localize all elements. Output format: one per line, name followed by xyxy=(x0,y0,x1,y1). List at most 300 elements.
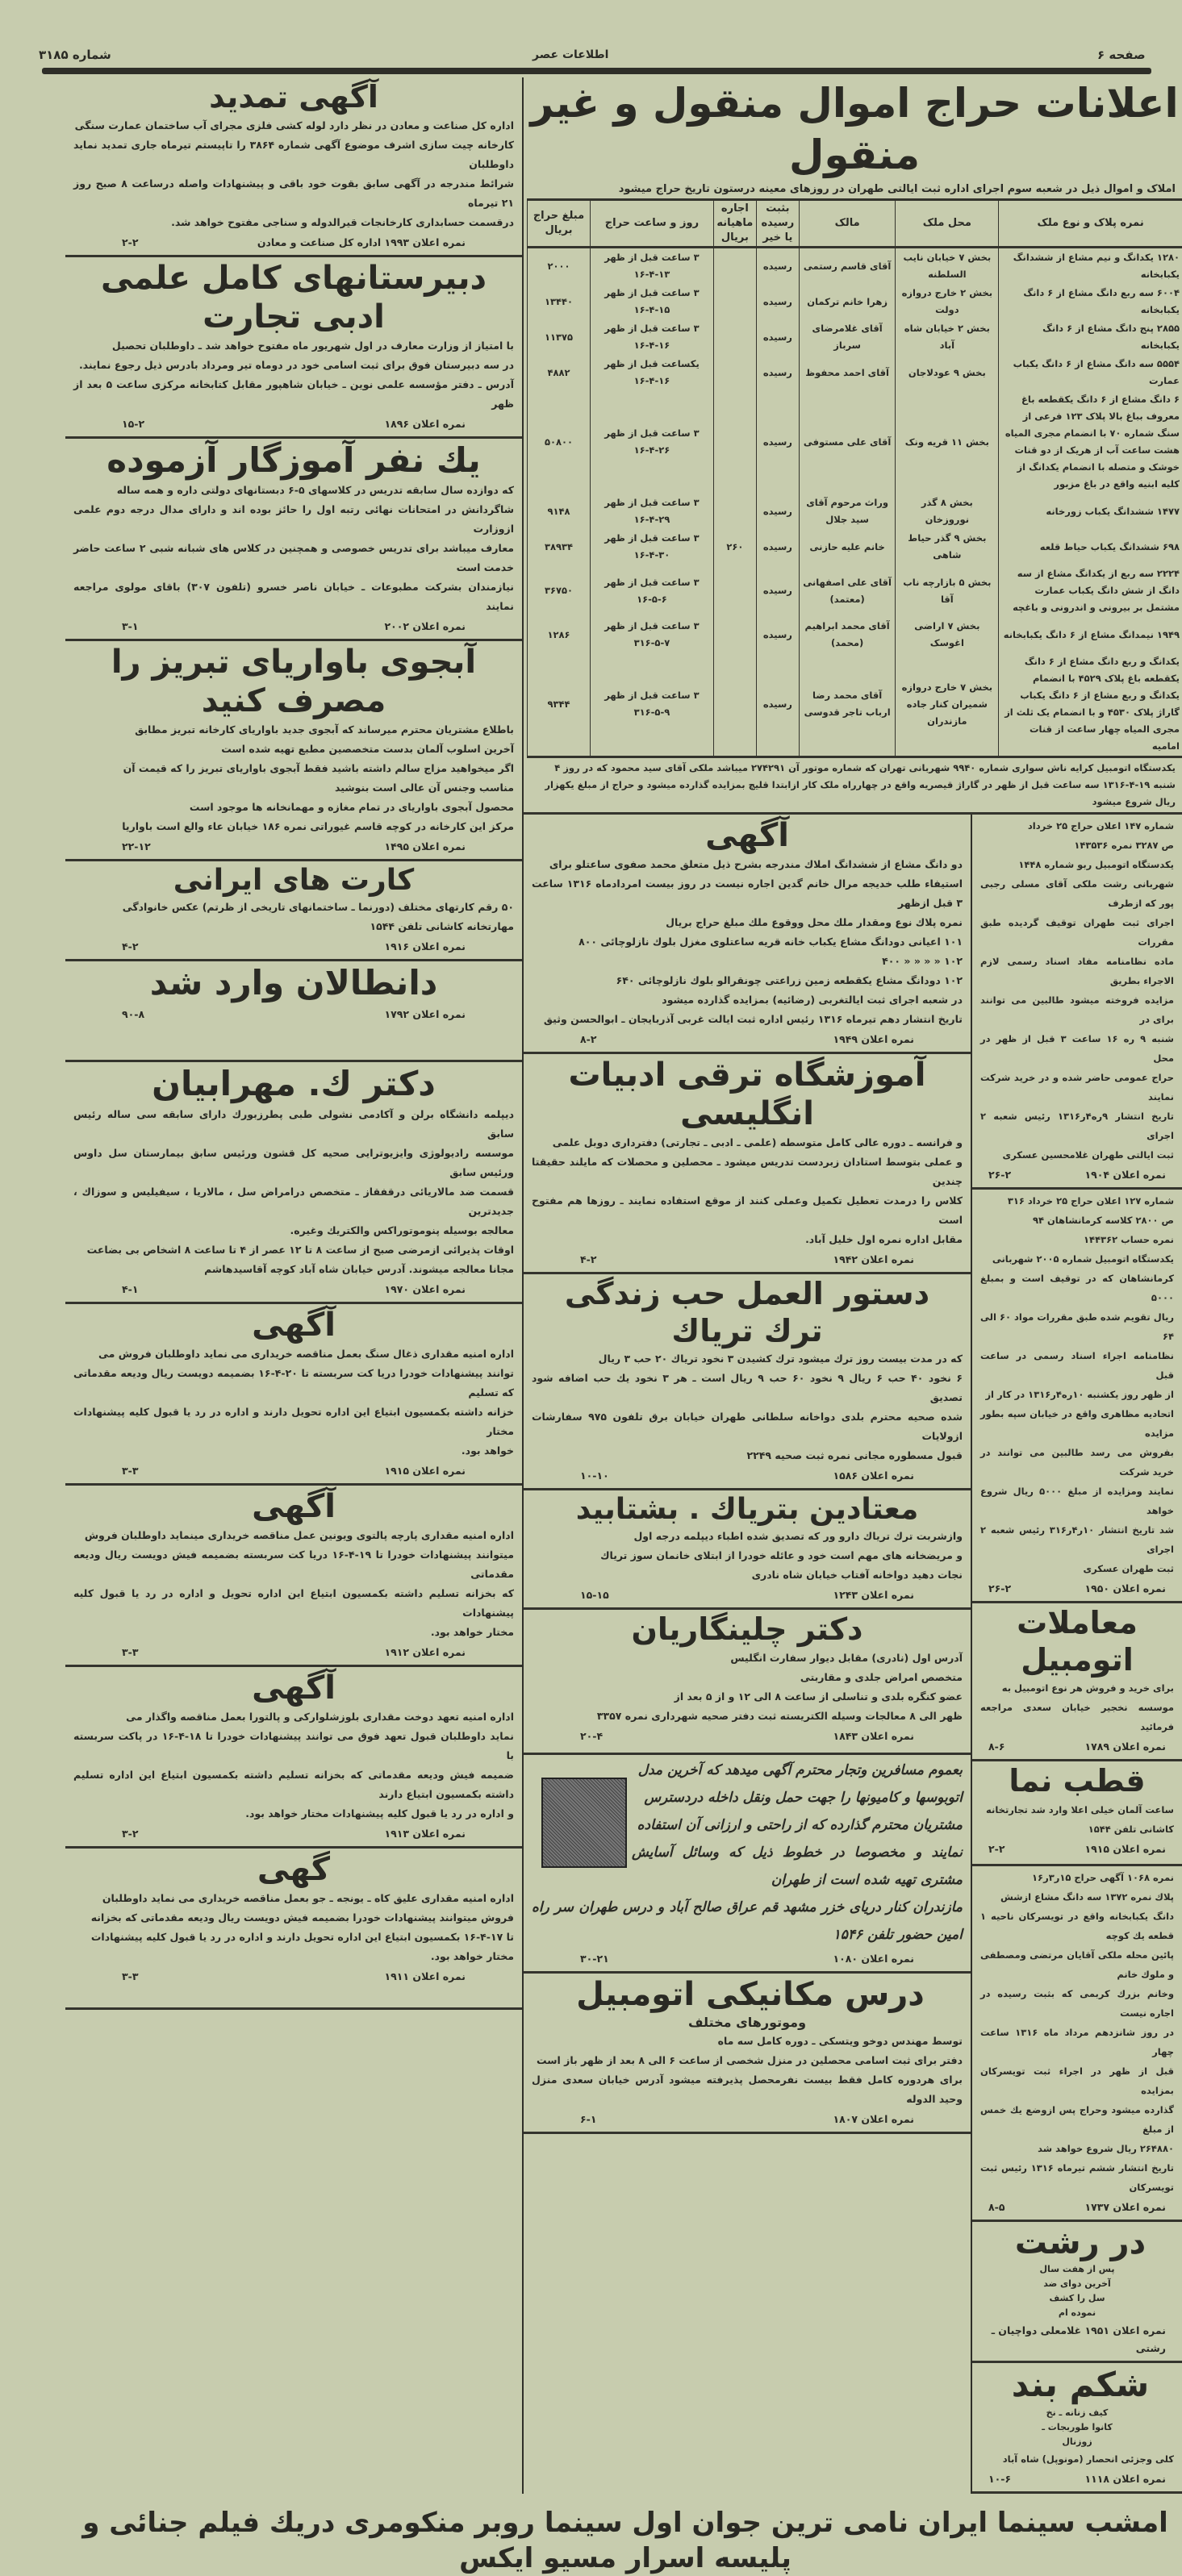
ad-text-line: ماده نظامنامه مفاد اسناد رسمی لازم الاجراء بطریق xyxy=(980,952,1174,990)
table-cell: ۳ ساعت قبل از ظهر ۷-۵-۳۱۶ xyxy=(591,617,714,652)
ad-text-line: درقسمت حسابداری کارخانجات قیرالدوله و سناجی مفتوح خواهد شد. xyxy=(73,213,514,232)
ad-text-line: مشتریان محترم گذارده که از راحتی و ارزانی آن استفاده xyxy=(532,1811,963,1839)
ad-heading: آموزشگاه ترقی ادبیات انگلیسی xyxy=(532,1056,963,1133)
ad-heading: دانطالان وارد شد xyxy=(73,963,514,1003)
ad-sequence: ۲۶-۲ xyxy=(988,1166,1011,1184)
table-header: مبلغ حراج بریال xyxy=(528,201,591,248)
ad-sequence: ۸-۵ xyxy=(988,2199,1004,2216)
ad-footer xyxy=(73,938,514,956)
auction-table xyxy=(527,201,1182,756)
table-header: محل ملک xyxy=(896,201,999,248)
ad-number: نمره اعلان ۱۲۴۳ xyxy=(833,1586,914,1604)
left-column xyxy=(65,77,524,2494)
ad-text-line: کاشانی تلفن ۱۵۴۴ xyxy=(980,1819,1174,1839)
ad-text-line: مختار خواهد بود. xyxy=(73,1947,514,1966)
auction-car-note: یکدستگاه اتومبیل کرایه ناش سواری شماره ۹۹۴۰ شهربانی تهران که شماره موتور آن ۲۷۴۲۹۱ میباشد ملکی آقای سید محمود که در روز ۴ شنبه ۱۹-۴-۱۳۱۶ سه ساعت قبل از ظهر در گاراژ قیصریه واقع در چهارراه ملک کار ازابتدا قلیچ بمزایده گذارده میشود و حراج از مبلغ یکهزار ریال شروع میشود xyxy=(527,756,1182,812)
right-ad xyxy=(972,1603,1182,1761)
ad-sequence: ۸-۲ xyxy=(580,1031,596,1048)
ad-heading: آگهی xyxy=(73,1487,514,1526)
ad-side-text: پس از هفت سال آخرین دوای ضد سل را کشف نموده ام xyxy=(1037,2262,1117,2320)
table-cell: ۵۵۵۴ سه دانگ مشاع از ۶ دانگ یکباب عمارت xyxy=(999,355,1182,390)
ad-number: نمره اعلان ۱۴۹۵ xyxy=(385,838,466,856)
ad-text-line: که بخزانه تسلیم داشته بکمسیون ابتیاع این اداره تحویل و اداره در رد یا قبول کلیه پیشنهادات xyxy=(73,1584,514,1623)
auction-subtitle: املاک و اموال ذیل در شعبه سوم اجرای اداره ثبت ایالتی طهران در روزهای معینه درستون تاریخ حراج میشود xyxy=(527,181,1182,201)
middle-column xyxy=(524,815,972,2494)
table-cell: ۳ ساعت قبل از ظهر ۳۰-۴-۱۶ xyxy=(591,529,714,565)
ad-heading-row xyxy=(73,440,514,481)
ad-text-line: دفتر برای ثبت اسامی محصلین در منزل شخصی از ساعت ۶ الی ۸ بعد از ظهر باز است xyxy=(532,2051,963,2070)
auction-notices xyxy=(524,77,1182,815)
table-cell: ۶۹۸ ششدانگ یکباب حیاط قلعه xyxy=(999,529,1182,565)
ad-heading-row xyxy=(532,1276,963,1349)
ad-number: نمره اعلان ۱۹۱۵ xyxy=(1085,1840,1166,1858)
table-cell: ۳ ساعت قبل از ظهر ۲۶-۴-۱۶ xyxy=(591,390,714,494)
right-ad xyxy=(972,815,1182,1190)
table-cell: رسیده xyxy=(756,652,799,756)
table-cell: رسیده xyxy=(756,284,799,319)
table-cell: رسیده xyxy=(756,355,799,390)
ad-text-line: با امتیاز از وزارت معارف در اول شهریور ماه مفتوح خواهد شد ـ داوطلبان تحصیل xyxy=(73,336,514,356)
auction-title: اعلانات حراج اموال منقول و غیر منقول xyxy=(527,77,1182,181)
ad-text-line: اوقات پذیرائی ازمرضی صبح از ساعت ۸ تا ۱۲ عصر از ۴ تا ساعت ۸ اشخاص بی بضاعت xyxy=(73,1240,514,1260)
table-cell: بخش ۲ خارج دروازه دولت xyxy=(896,284,999,319)
masthead xyxy=(0,0,1182,77)
ad-text-line: ضمیمه فیش ودیعه مقدماتی که بخزانه تسلیم داشته بکمسیون ابتیاع این اداره تسلیم داشته بکمسیون ابتیاع دارند xyxy=(73,1765,514,1804)
ad-footer xyxy=(532,1251,963,1269)
ad-text-line: شده صحیه محترم بلدی دواخانه سلطانی طهران خیابان برق تلفون ۹۷۵ سفارشات ازولایات xyxy=(532,1407,963,1446)
ad-text-line: ۱۰۲ دودانگ مشاع یکقطعه زمین زراعتی چونقرالو بلوك نازلوچائی ۶۴۰ xyxy=(532,971,963,990)
middle-ad xyxy=(524,1610,971,1755)
ad-text-line: شنبه ۹ ره ۱۶ ساعت ۳ قبل از ظهر در محل xyxy=(980,1029,1174,1068)
ad-text-line: و عملی بتوسط استادان زبردست تدریس میشود ـ محصلین و محصلات که مایلند حقیقتا چندین xyxy=(532,1153,963,1191)
ad-text-line: فروش میتوانند پیشنهادات خودرا بضمیمه فیش دویست ریال ودیعه مقدماتی که بخزانه xyxy=(73,1908,514,1928)
ad-number: نمره اعلان ۱۵۸۶ xyxy=(833,1467,914,1485)
table-row xyxy=(528,248,1182,285)
table-cell: ۶ دانگ مشاع از ۶ دانگ یکقطعه باغ معروف بباغ بالا پلاک ۱۲۳ فرعی از سنگ شماره ۷۰ با انضمام مجری المیاه هشت ساعت آب از هریک از دو قنات خوشک و متصله با انضمام یکدانگ از کلیه ابنیه واقع در باغ مزبور xyxy=(999,390,1182,494)
ad-sequence: ۶-۱ xyxy=(580,2111,596,2128)
ad-sequence: ۳-۳ xyxy=(122,1644,138,1661)
ad-text-line: نمره ۱۰۶۸ آگهی حراج ۱۵ر۳ر۱۶ xyxy=(980,1868,1174,1887)
ad-heading-row xyxy=(73,1669,514,1707)
ad-text-line: نیازمندان بشرکت مطبوعات ـ خیابان ناصر خسرو (تلفون ۳۰۷) باقای مولوی مراجعه نمایند xyxy=(73,577,514,616)
ad-text-line: ثبت ایالتی طهران غلامحسین عسکری xyxy=(980,1145,1174,1165)
ad-text-line: استیفاء طلب خدیجه مرال خانم گدین اجاره نیست در روز بیست امردادماه ۱۳۱۶ ساعت ۳ قبل ازظهر xyxy=(532,874,963,913)
left-ad xyxy=(65,641,522,861)
ad-footer xyxy=(980,2470,1174,2488)
ad-text-line: پائین محله ملکی آقایان مرتضی ومصطفی و ملوك خانم xyxy=(980,1945,1174,1984)
table-cell xyxy=(713,494,756,529)
table-cell: یکدانگ و ربع دانگ مشاع از ۶ دانگ یکقطعه باغ پلاک ۴۵۲۹ با انضمام یکدانگ و ربع مشاع از ۶ دانگ یکباب گاراژ پلاک ۴۵۳۰ و با انضمام یک ثلث از مجری المیاه چهار ساعت از قنات امامیه xyxy=(999,652,1182,756)
middle-ad xyxy=(524,1490,971,1610)
page-columns xyxy=(65,77,1182,2494)
table-row xyxy=(528,319,1182,355)
ad-number: نمره اعلان ۱۹۷۰ xyxy=(385,1281,466,1298)
table-cell: بخش ۷ خیابان نایب السلطنه xyxy=(896,248,999,285)
ad-text-line: شماره ۱۲۷ اعلان حراج ۲۵ خرداد ۳۱۶ xyxy=(980,1191,1174,1211)
table-cell: ۳ ساعت قبل از ظهر ۱۳-۴-۱۶ xyxy=(591,248,714,285)
ad-heading-row xyxy=(73,863,514,898)
table-cell: ۵۰۸۰۰ xyxy=(528,390,591,494)
ad-text-line: نظامنامه اجراء اسناد رسمی در ساعت قبل xyxy=(980,1346,1174,1385)
table-cell: ۳۶۷۵۰ xyxy=(528,565,591,617)
ad-sequence: ۳-۳ xyxy=(122,1462,138,1480)
ad-heading: آگهی xyxy=(532,816,963,855)
table-cell: ۳ ساعت قبل از ظهر ۹-۵-۳۱۶ xyxy=(591,652,714,756)
ad-heading: دستور العمل حب زندگی ترك تریاك xyxy=(532,1276,963,1349)
ad-text-line: قبل از ظهر در اجراء ثبت تویسرکان بمزایده xyxy=(980,2061,1174,2100)
ad-sequence: ۲۶-۲ xyxy=(988,1580,1011,1598)
table-row xyxy=(528,652,1182,756)
ad-heading-row xyxy=(73,79,514,116)
ad-text-line: تاریخ انتشار ششم تیرماه ۱۳۱۶ رئیس ثبت تویسرکان xyxy=(980,2158,1174,2197)
ad-text-line: دیپلمه دانشگاه برلن و آکادمی نشولی طبی پطرزبورك دارای سابقه سی ساله رئیس سابق xyxy=(73,1105,514,1144)
ad-text-line: وازشربت ترك تریاك دارو ور که تصدیق شده اطباء دیپلمه درجه اول xyxy=(532,1527,963,1546)
ad-footer xyxy=(73,838,514,856)
ad-heading: در رشت xyxy=(1015,2224,1146,2262)
ad-footer xyxy=(980,1840,1174,1858)
ad-sequence: ۴-۱ xyxy=(122,1281,138,1298)
ad-heading-row xyxy=(73,643,514,720)
ad-text-line: اداره امنیه مقداری پارچه پالتوی ویونین عمل مناقصه خریداری مینماید داوطلبان فروش xyxy=(73,1526,514,1545)
ad-heading: معتادین بتریاك . بشتابید xyxy=(532,1492,963,1527)
table-row xyxy=(528,390,1182,494)
ad-heading: آگهی xyxy=(73,1306,514,1344)
left-ad xyxy=(65,1486,522,1667)
ad-text-line: شهربانی رشت ملکی آقای مسلی رجبی پور که ازطرف xyxy=(980,874,1174,913)
table-cell: رسیده xyxy=(756,390,799,494)
ad-text-line: کرمانشاهان که در توقیف است و بمبلغ ۵۰۰۰ xyxy=(980,1269,1174,1307)
ad-number: نمره اعلان ۱۹۱۲ xyxy=(385,1644,466,1661)
ad-text-line: محصول آبجوی باواریای در تمام مغازه و مهمانخانه ها موجود است xyxy=(73,798,514,817)
ad-text-line: موسسه رادیولوژی وایزیوترایی صحیه کل قشون ورئیس سابق بیمارستان سل داوس ورئیس سابق xyxy=(73,1144,514,1182)
ad-text-line: خزانه داشته بکمسیون ابتیاع این اداره تحویل دارند و اداره در رد یا قبول کلیه پیشنهادات مختار xyxy=(73,1403,514,1441)
ad-heading-row xyxy=(532,816,963,855)
ad-heading-row xyxy=(73,1306,514,1344)
right-ad xyxy=(972,1761,1182,1866)
ad-footer xyxy=(73,1825,514,1843)
ad-footer xyxy=(73,1968,514,1986)
ad-footer xyxy=(532,1467,963,1485)
ad-text-line: یکدستگاه اتومبیل شماره ۲۰۰۵ شهربانی xyxy=(980,1249,1174,1269)
ad-text-line: آدرس اول (نادری) مقابل دیوار سفارت انگلیس xyxy=(532,1649,963,1668)
ad-text-line: که دوازده سال سابقه تدریس در کلاسهای ۵-۶ دبستانهای دولتی داره و همه ساله xyxy=(73,481,514,500)
ad-heading: شکم بند xyxy=(1012,2365,1149,2405)
ad-sequence: ۴-۲ xyxy=(580,1251,596,1269)
ad-number: نمره اعلان ۱۹۴۲ xyxy=(833,1251,914,1269)
ad-footer xyxy=(73,234,514,252)
table-header: روز و ساعت حراج xyxy=(591,201,714,248)
middle-ad xyxy=(524,1755,971,1974)
ad-text-line: اتوبوسها و کامیونها را جهت حمل ونقل داخله دردسترس xyxy=(532,1784,963,1811)
ad-text-line: خواهد بود. xyxy=(73,1441,514,1461)
table-cell: رسیده xyxy=(756,319,799,355)
cinema-banner: امشب سینما ایران نامی ترین جوان اول سینما روبر منکومری دریك فیلم جنائی و پلیسه اسرار مسیو ایکس xyxy=(69,2505,1182,2576)
ad-heading: دکتر ك. مهرابیان xyxy=(73,1064,514,1104)
ad-text-line: برای هردوره کامل فقط بیست نفرمحصل پذیرفته میشود آدرس خیابان سعدی منزل وحید الدوله xyxy=(532,2070,963,2109)
ad-text-line: میتوانند پیشنهادات خودرا تا ۱۹-۴-۱۶ دریا کت سربسته بضمیمه فیش دویست ریال ودیعه مقدماتی xyxy=(73,1545,514,1584)
ad-side-text: کیف زنانه ـ نخ کانوا طوربجات ـ زوزنال xyxy=(1037,2406,1117,2449)
ad-text-line: مزایده فروخته میشود طالبین می توانند برای در xyxy=(980,990,1174,1029)
table-row xyxy=(528,284,1182,319)
ad-text-line: یکدستگاه اتومبیل ربو شماره ۱۴۴۸ xyxy=(980,855,1174,874)
ad-text-line: ساعت آلمان خیلی اعلا وارد شد تجارتخانه xyxy=(980,1800,1174,1819)
ad-text-line: نمره پلاك نوع ومقدار ملك محل ووقوع ملك مبلغ حراج بریال xyxy=(532,913,963,932)
ad-heading-row xyxy=(73,259,514,336)
ad-number: نمره اعلان ۱۸۰۷ xyxy=(833,2111,914,2128)
table-cell: وراث مرحوم آقای سید جلال xyxy=(799,494,896,529)
ad-number: نمره اعلان ۱۷۸۹ xyxy=(1085,1738,1166,1756)
table-header: اجاره ماهیانه بریال xyxy=(713,201,756,248)
ad-text-line: نمایند و مخصوصا در خطوط ذیل که وسائل آسایش مشتری تهیه شده است از طهران xyxy=(532,1839,963,1894)
ad-heading-row xyxy=(73,1850,514,1889)
table-cell: رسیده xyxy=(756,248,799,285)
table-row xyxy=(528,355,1182,390)
ad-heading: قطب نما xyxy=(980,1763,1174,1800)
ad-text-line: ۵۰ رقم کارتهای مختلف (دورنما ـ ساختمانهای تاریخی از ظرتم) عکس خانوادگی xyxy=(73,898,514,917)
page-number: صفحه ۶ xyxy=(1097,47,1146,63)
ad-heading-row xyxy=(980,1763,1174,1800)
ad-sequence: ۲-۲ xyxy=(988,1840,1004,1858)
table-cell: آقای محمد ابراهیم (محمد) xyxy=(799,617,896,652)
left-ad xyxy=(65,1304,522,1486)
ad-footer xyxy=(980,2199,1174,2216)
ad-heading-row xyxy=(980,2365,1174,2449)
ad-footer xyxy=(980,1166,1174,1184)
ad-number: نمره اعلان ۱۹۹۳ اداره کل صناعت و معادن xyxy=(257,234,466,252)
middle-ad xyxy=(524,1974,971,2134)
ad-text-line: ۱۰۱ اعیانی دودانگ مشاع یکباب خانه قریه ساعتلوی مغزل بلوك نازلوچائی ۸۰۰ xyxy=(532,932,963,952)
ad-heading: یك نفر آموزگار آزموده xyxy=(73,440,514,481)
ad-text-line: دو دانگ مشاع از ششدانگ املاك مندرجه بشرح ذیل متعلق محمد صفوی ساعتلو برای xyxy=(532,855,963,874)
table-cell xyxy=(713,284,756,319)
ad-text-line: نمره حساب ۱۴۴۳۶۲ xyxy=(980,1230,1174,1249)
ad-sequence: ۴-۲ xyxy=(122,938,138,956)
table-cell: بخش ۵ بازارچه ناب آقا xyxy=(896,565,999,617)
ad-number: نمره اعلان ۱۹۵۰ xyxy=(1085,1580,1166,1598)
ad-text-line: قسمت ضد مالاریائی درقفقاز ـ متخصص درامراض سل ، مالاریا ، سیفیلیس و سوزاك ، جدیدترین xyxy=(73,1182,514,1221)
ad-heading-suffix: وموتورهای مختلف xyxy=(688,2014,806,2032)
ad-heading-row xyxy=(532,1492,963,1527)
table-header: نمره پلاک و نوع ملک xyxy=(999,201,1182,248)
table-header: بثبت رسیده یا خیر xyxy=(756,201,799,248)
ad-text-line: تا ۱۷-۴-۱۶ بکمسیون ابتیاع این اداره تحویل دارند و اداره در رد یا قبول کلیه پیشنهادات xyxy=(73,1928,514,1947)
table-cell: رسیده xyxy=(756,617,799,652)
ad-heading: دکتر چلینگاریان xyxy=(532,1611,963,1649)
ad-number: نمره اعلان ۱۹۵۱ غلامعلی دواچیان ـ رشتی xyxy=(988,2322,1166,2357)
right-area xyxy=(524,77,1182,2494)
right-ad xyxy=(972,2363,1182,2493)
ad-number: نمره اعلان ۱۹۴۹ xyxy=(833,1031,914,1048)
table-cell: ۳ ساعت قبل از ظهر ۲۹-۴-۱۶ xyxy=(591,494,714,529)
table-cell: بخش ۷ خارج دروازه شمیران کنار جاده مازندران xyxy=(896,652,999,756)
masthead-rule xyxy=(42,68,1151,74)
table-cell xyxy=(713,652,756,756)
ad-heading: آگهی xyxy=(73,1669,514,1707)
table-cell: بخش ۹ گذر حیاط شاهی xyxy=(896,529,999,565)
ad-text-line: ظهر الی ۸ معالجات وسیله الکتریسته ثبت دفتر صحیه شهرداری نمره ۳۳۵۷ xyxy=(532,1707,963,1726)
ad-text-line: بفروش می رسد طالبین می توانند در خرید شرکت xyxy=(980,1443,1174,1482)
ad-text-line: مقابل اداره نمره اول خلیل آباد. xyxy=(532,1230,963,1249)
ad-number: نمره اعلان ۱۹۰۴ xyxy=(1085,1166,1166,1184)
ad-text-line: که در مدت بیست روز ترك میشود ترك کشیدن ۳ نخود تریاك ۲۰ حب ۳ ریال xyxy=(532,1349,963,1369)
ad-footer xyxy=(532,1586,963,1604)
table-cell: آقای علی مستوفی xyxy=(799,390,896,494)
ad-sequence: ۸-۶ xyxy=(988,1738,1004,1756)
table-cell: زهرا خانم ترکمان xyxy=(799,284,896,319)
ad-text-line: نماید داوطلبان قبول تعهد فوق می توانند پیشنهادات خودرا تا ۱۸-۴-۱۶ در پاکت سربسته با xyxy=(73,1727,514,1765)
ad-text-line: ۱۰۲ « « « « ۴۰۰ xyxy=(532,952,963,971)
ad-footer xyxy=(73,618,514,636)
table-cell: ۲۰۰۰ xyxy=(528,248,591,285)
lower-columns xyxy=(524,815,1182,2494)
ad-text-line: تاریخ انتشار دهم تیرماه ۱۳۱۶ رئیس اداره ثبت ایالت غربی آذربایجان ـ ابوالحسن وثیق xyxy=(532,1010,963,1029)
table-cell: ۹۱۴۸ xyxy=(528,494,591,529)
table-cell: ۳ ساعت قبل از ظهر ۱۶-۴-۱۶ xyxy=(591,319,714,355)
right-column xyxy=(972,815,1182,2494)
ad-sequence: ۳-۲ xyxy=(122,1825,138,1843)
ad-text-line: معالجه بوسیله پنوموتوراکس والکتریك وغیره. xyxy=(73,1221,514,1240)
ad-text-line: اداره امنیه تعهد دوخت مقداری بلوزشلوارکی و پالتورا بعمل مناقصه واگذار می xyxy=(73,1707,514,1727)
ad-text-line: اداره امنیه مقداری ذغال سنگ بعمل مناقصه خریداری می نماید داوطلبان فروش می xyxy=(73,1344,514,1364)
table-cell: ۱۹۴۹ نیمدانگ مشاع از ۶ دانگ یکبابخانه xyxy=(999,617,1182,652)
newspaper-name: اطلاعات عصر xyxy=(533,47,608,63)
table-cell: ۱۱۳۷۵ xyxy=(528,319,591,355)
table-cell: ۳ ساعت قبل از ظهر ۱۵-۴-۱۶ xyxy=(591,284,714,319)
left-ad xyxy=(65,77,522,257)
ad-text-line: شد تاریخ انتشار ۱۰ر۴ر۳۱۶ رئیس شعبه ۲ اجرای xyxy=(980,1520,1174,1559)
ad-text-line: در شعبه اجرای ثبت ایالتغربی (رضائیه) بمزایده گذارده میشود xyxy=(532,990,963,1010)
table-cell: بخش ۸ گذر نوروزخان xyxy=(896,494,999,529)
ad-text-line: و مریضخانه های مهم است خود و عائله خودرا از ابتلای خانمان سوز تریاك xyxy=(532,1546,963,1565)
ad-text-line: اداره امنیه مقداری علیق کاه ـ یونجه ـ جو بعمل مناقصه خریداری می نماید داوطلبان xyxy=(73,1889,514,1908)
ad-text-line: در روز شانزدهم مرداد ماه ۱۳۱۶ ساعت چهار xyxy=(980,2023,1174,2061)
ad-text-line: توانند پیشنهادات خودرا دریا کت سربسته تا ۲۰-۴-۱۶ بضمیمه دویست ریال ودیعه مقدماتی که تسلیم xyxy=(73,1364,514,1403)
table-cell: ۱۳۴۴۰ xyxy=(528,284,591,319)
ad-sequence: ۱۵-۱۵ xyxy=(580,1586,609,1604)
table-cell xyxy=(713,565,756,617)
ad-text-line: اتحادیه مظاهری واقع در خیابان سپه بطور مزایده xyxy=(980,1404,1174,1443)
ad-sequence: ۲-۲ xyxy=(122,234,138,252)
table-cell xyxy=(713,617,756,652)
ad-text-line: اجرای ثبت طهران توقیف گردیده طبق مقررات xyxy=(980,913,1174,952)
table-row xyxy=(528,494,1182,529)
ad-heading-row xyxy=(73,1487,514,1526)
ad-text-line: شماره ۱۴۷ اعلان حراج ۲۵ خرداد xyxy=(980,816,1174,836)
ad-heading-row xyxy=(73,963,514,1003)
ad-text-line: بعموم مسافرین وتجار محترم آگهی میدهد که آخرین مدل xyxy=(532,1757,963,1784)
ad-text-line: اگر میخواهید مزاج سالم داشته باشید فقط آبجوی باواریای تبریز را که قیمت آن xyxy=(73,759,514,778)
ad-footer xyxy=(73,1006,514,1023)
ad-footer xyxy=(73,415,514,433)
table-cell: بخش ۹ عودلاجان xyxy=(896,355,999,390)
ad-text-line: شاگردانش در امتحانات نهائی رتبه اول را حائز بوده اند و دارای مدال درجه دوم علمی ازوزارت xyxy=(73,500,514,539)
ad-text-line: مهارتخانه کاشانی تلفن ۱۵۴۴ xyxy=(73,917,514,936)
ad-text-line: ثبت طهران عسکری xyxy=(980,1559,1174,1578)
table-cell xyxy=(713,390,756,494)
ad-text-line: از ظهر روز یکشنبه ۱۰ره۴ر۱۳۱۶ در کار از xyxy=(980,1385,1174,1404)
ad-text-line: قبول مسطوره مجانی نمره ثبت صحیه ۲۲۴۹ xyxy=(532,1446,963,1465)
ad-number: نمره اعلان ۱۱۱۸ xyxy=(1085,2470,1166,2488)
ad-text-line: مجانا معالجه میشوند. آدرس خیابان شاه آباد کوچه آقاسیدهاشم xyxy=(73,1260,514,1279)
table-cell: ۳ ساعت قبل از ظهر ۶-۵-۱۶ xyxy=(591,565,714,617)
ad-text-line: معارف میباشد برای تدریس خصوصی و همچنین در کلاس های شبانه شبی ۲ ساعت حاضر خدمت است xyxy=(73,539,514,577)
left-ad xyxy=(65,961,522,1062)
ad-text-line: برای خرید و فروش هر نوع اتومبیل به xyxy=(980,1678,1174,1698)
left-ad xyxy=(65,1667,522,1849)
ad-text-line: دانگ یکبابخانه واقع در تویسرکان ناحیه ۱ قطعه یك کوچه xyxy=(980,1907,1174,1945)
ad-text-line: ۶ نخود ۴۰ حب ۶ ریال ۹ نخود ۶۰ حب ۹ ریال است ـ هر ۳ نخود یك حب اضافه شود تصدیق xyxy=(532,1369,963,1407)
table-row xyxy=(528,529,1182,565)
ad-text-line: و فرانسه ـ دوره عالی کامل متوسطه (علمی ـ ادبی ـ تجارتی) دفترداری دوبل علمی xyxy=(532,1133,963,1153)
ad-heading-row xyxy=(980,1605,1174,1678)
left-ad xyxy=(65,861,522,961)
table-cell: آقای احمد محفوظ xyxy=(799,355,896,390)
ad-heading-row xyxy=(532,1611,963,1649)
ad-footer xyxy=(532,2111,963,2128)
left-ad xyxy=(65,1062,522,1303)
ad-footer xyxy=(73,1644,514,1661)
table-cell xyxy=(713,355,756,390)
table-header: مالک xyxy=(799,201,896,248)
ad-heading: گهی xyxy=(73,1850,514,1889)
left-ad xyxy=(65,1849,522,2010)
table-cell: آقای قاسم رستمی xyxy=(799,248,896,285)
ad-number: نمره اعلان ۱۹۱۵ xyxy=(385,1462,466,1480)
table-cell xyxy=(713,248,756,285)
table-cell: ۳۸۹۳۴ xyxy=(528,529,591,565)
ad-text-line: حراج عمومی حاضر شده و در خرید شرکت نمایند xyxy=(980,1068,1174,1107)
ad-number: نمره اعلان ۱۸۹۶ xyxy=(385,415,466,433)
ad-heading: آبجوی باواریای تبریز را مصرف کنید xyxy=(73,643,514,720)
ad-number: نمره اعلان ۱۹۱۳ xyxy=(385,1825,466,1843)
ad-text-line: کلاس را درمدت تعطیل تکمیل وعملی کنند از موقع استفاده نمایند ـ روزها هم مفتوح است xyxy=(532,1191,963,1230)
ad-sequence: ۳۰-۲۱ xyxy=(580,1950,609,1968)
issue-number: شماره ۳۱۸۵ xyxy=(39,47,111,63)
ad-text-line: نجات دهید دواخانه آفتاب خیابان شاه نادری xyxy=(532,1565,963,1585)
ad-text-line: ص ۲۸۰۰ کلاسه کرمانشاهان ۹۴ xyxy=(980,1211,1174,1230)
ad-sequence: ۳-۳ xyxy=(122,1968,138,1986)
ad-text-line: مازندران کنار دریای خزر مشهد قم عراق صالح آباد و درس طهران سر راه امین حضور تلفن ۱۵۴۶ xyxy=(532,1894,963,1949)
table-cell: ۲۶۰ xyxy=(713,529,756,565)
table-cell: آقای غلامرضای سرباز xyxy=(799,319,896,355)
table-row xyxy=(528,565,1182,617)
right-ad xyxy=(972,2222,1182,2363)
table-cell: آقای علی اصفهانی (معتمد) xyxy=(799,565,896,617)
ad-text-line: مرکز این کارخانه در کوچه قاسم غیوراتی نمره ۱۸۶ خیابان عاء والع است باواریا xyxy=(73,817,514,836)
table-cell: یکساعت قبل از ظهر ۱۶-۴-۱۶ xyxy=(591,355,714,390)
table-cell: رسیده xyxy=(756,565,799,617)
table-cell: خانم علیه حازنی xyxy=(799,529,896,565)
table-cell: رسیده xyxy=(756,494,799,529)
ad-text-line: کلی وجزئی انحصار (مونوپل) شاه آباد xyxy=(980,2449,1174,2469)
ad-sequence: ۱۰-۶ xyxy=(988,2470,1011,2488)
ad-text-line: ریال تقویم شده طبق مقررات مواد ۶۰ الی ۶۴ xyxy=(980,1307,1174,1346)
table-cell: ۲۸۵۵ پنج دانگ مشاع از ۶ دانگ یکبابخانه xyxy=(999,319,1182,355)
ad-text-line: آخرین اسلوب آلمان بدست متخصصین مطبع تهیه شده است xyxy=(73,740,514,759)
table-cell: ۱۴۷۷ ششدانگ یکباب زورخانه xyxy=(999,494,1182,529)
ad-heading-row xyxy=(532,1975,963,2032)
table-cell: بخش ۱۱ قریه ونک xyxy=(896,390,999,494)
ad-text-line: اداره کل صناعت و معادن در نظر دارد لوله کشی فلزی مجرای آب ساختمان عمارت سنگی xyxy=(73,116,514,135)
ad-sequence: ۱۵-۲ xyxy=(122,415,144,433)
ad-sequence: ۲۰-۴ xyxy=(580,1728,603,1745)
ad-sequence: ۱۰-۱۰ xyxy=(580,1467,609,1485)
table-cell: بخش ۷ اراضی اغوسک xyxy=(896,617,999,652)
table-cell: آقای محمد رضا ارباب تاجر قدوسی xyxy=(799,652,896,756)
ad-number: نمره اعلان ۱۷۹۲ xyxy=(385,1006,466,1023)
ad-footer xyxy=(532,1728,963,1745)
ad-footer xyxy=(980,1580,1174,1598)
